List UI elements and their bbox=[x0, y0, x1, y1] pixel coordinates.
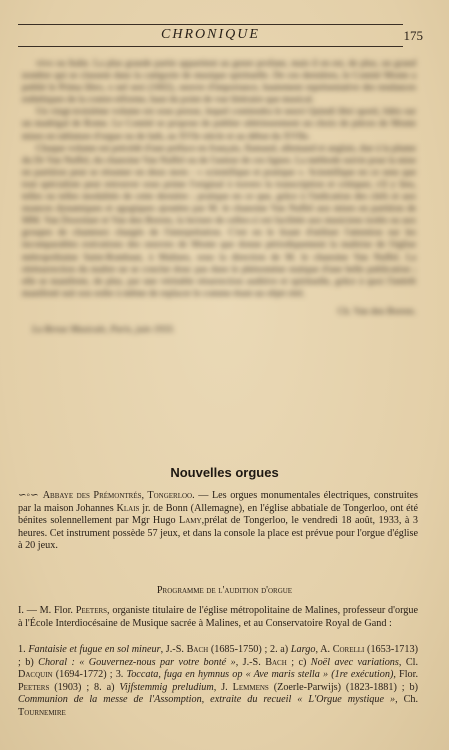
blurred-paragraph: Chaque volume est précédé d'une préface en français, flamand, allemand et anglais, due à la plume du Dr Van Nuffel, du chanoine Van Nuffel ou de l'auteur de ces lignes. La méthode suivie pour la mise en partition peut se résumer en deux mots : « scientifique et pratique ». Scientifique en ce sens que tout spécialiste peut retrouver sous prime l'original à travers la transcription et critiquer, s'il y lieu, telles ou telles modalités de cette dernière ; pratique en ce que, grâce à l'indication des clefs et aux nuances dynamiques et agogiques ajoutées par M. le chanoine Van Nuffel aux mises en partition de MM. Van Doorslaer et Van den Borren, la lecture de celles-ci est facilitée aux musiciens isolés ou aux groupes de chanteurs chargés de l'interprétation. C'est en le lisant d'utiliser l'attention sur les incomparables exécutions des oeuvres de Monte que donne périodiquement la maîtrise de l'église métropolitaine Saint-Rombaut, à Malines, sous la direction de M. le chanoine Van Nuffel. La rérésurrection du maître ne se conclut donc pas dans le phénomène statique d'une belle publication ; elle se manifeste, de plus, par une véritable résurrection auditive et spirituelle, grâce à quoi l'intérêt manifesté suit son ordre à même de replacer le comme étant un objet réel. bbox=[22, 142, 416, 299]
header-rule-bottom bbox=[18, 46, 403, 47]
notice-place: Abbaye des Prémontrés, Tongerloo. bbox=[42, 490, 195, 501]
works-text: , J.-S. bbox=[235, 656, 266, 668]
article-signature: Ch. Van den Borren. bbox=[337, 305, 416, 317]
flourish-ornament: ∽◦∽ bbox=[18, 490, 39, 501]
composer-name: Lemmens bbox=[232, 681, 269, 693]
bishop-name: Lamy bbox=[179, 515, 202, 527]
works-text: 1. bbox=[18, 644, 29, 655]
works-text: (1653-1713) ; b) bbox=[18, 644, 418, 668]
composer-name: Peeters bbox=[18, 681, 50, 693]
works-text: ; c) bbox=[286, 656, 311, 668]
work-title: Toccata, fuga en hymnus op « Ave maris stella » (1re exécution) bbox=[126, 669, 394, 681]
works-text: , A. bbox=[315, 644, 333, 655]
header-rule-top bbox=[18, 24, 403, 25]
notice-text: jr. de Bonn (Allemagne), en l'église abbatiale de Tongerloo, ont été bénites solennellement par Mgr Hugo bbox=[18, 502, 418, 527]
item-prefix: I. — M. Flor. bbox=[18, 605, 76, 616]
work-title: Largo bbox=[290, 644, 316, 655]
works-text: , J. bbox=[213, 681, 233, 693]
notice-text: — Les orgues monumentales électriques, construites par la maison Johannes bbox=[18, 490, 419, 514]
composer-name: Bach bbox=[265, 656, 287, 668]
blurred-paragraph: vivo ou Italie. La plus grande partie appartient au genre profane, mais il en est, de plus, un grand nombre qui se classent dans la catégorie de musique spirituelle. De ces dernières, le Comité Monte a publié le Prima libro, o nel sesi (1602), oeuvre d'importance, hautement représentative des tendances esthétiques de la contre-réforme, haut du point de vue littéraire que musical. bbox=[22, 58, 416, 106]
composer-name: Corelli bbox=[332, 644, 365, 655]
notice-paragraph bbox=[18, 490, 418, 553]
works-text: (1903) ; 8. a) bbox=[49, 681, 120, 693]
composer-name: Bach bbox=[186, 644, 209, 655]
works-text: (1694-1772) ; 3. bbox=[52, 669, 127, 681]
works-text: , Ch. bbox=[395, 694, 419, 706]
composer-name: Tournemire bbox=[18, 706, 66, 718]
notice-text: ,prélat de Tongerloo, le vendredi 18 août, 1933, à 3 heures. Cet instrument possède 57 jeux, et dans la console la place est prévue pour l'orgue d'église à 20 jeux. bbox=[18, 515, 418, 552]
running-title: CHRONIQUE bbox=[161, 27, 260, 42]
program-item-1 bbox=[18, 605, 418, 630]
blurred-paragraph: Un vingt-troisième volume est sous presse, lequel contiendra le neuvi Quindi libri sporti, bâtis sur un madrigal de Rome. Le Comité se propose de publier ultérieurement un choix de pièces de Monte mises en tablature d'orgue ou de luth, au XVIe siècle et au début du XVIIe. bbox=[22, 106, 416, 142]
composer-name: Dacquin bbox=[18, 669, 53, 681]
organist-name: Peeters bbox=[75, 605, 108, 616]
work-title: Communion de la messe de l'Assomption, extraite du recueil « L'Orgue mystique » bbox=[18, 694, 396, 706]
running-header bbox=[18, 24, 423, 44]
program-title: Programme de l'audition d'orgue bbox=[156, 585, 293, 596]
work-title: Fantaisie et fugue en sol mineur bbox=[28, 644, 161, 655]
article-source: La Revue Musicale, Paris, juin 1933. bbox=[32, 323, 175, 335]
works-text: , Flor. bbox=[393, 669, 418, 681]
section-title: Nouvelles orgues bbox=[170, 465, 279, 480]
work-title: Vijfstemmig preludium bbox=[119, 681, 214, 693]
page-number: 175 bbox=[403, 28, 423, 43]
item-text: , organiste titulaire de l'église métropolitaine de Malines, professeur d'orgue à l'École Interdiocésaine de Musique sacrée à Malines, et au Conservatoire Royal de Gand : bbox=[18, 605, 418, 629]
works-text: , Cl. bbox=[398, 656, 418, 668]
works-text: (Zoerle-Parwijs) (1823-1881) ; b) bbox=[268, 681, 418, 693]
blurred-article bbox=[22, 58, 416, 443]
work-title: Choral : « Gouvernez-nous par votre bonté » bbox=[38, 656, 236, 668]
program-item-1-works bbox=[18, 644, 418, 720]
works-text: (1685-1750) ; 2. a) bbox=[208, 644, 291, 655]
organ-builder: Klais bbox=[116, 502, 140, 514]
works-text: , J.-S. bbox=[160, 644, 187, 655]
work-title: Noël avec variations bbox=[310, 656, 399, 668]
